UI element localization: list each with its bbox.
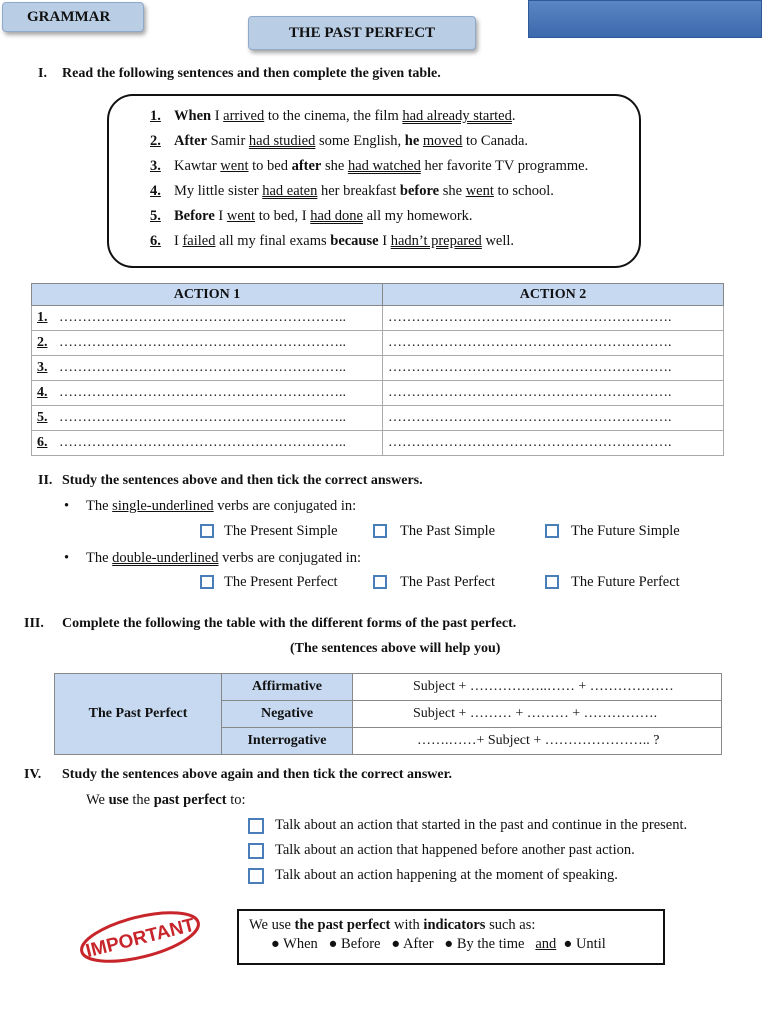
section-3-instruction: Complete the following the table with the different forms of the past perfect. bbox=[62, 616, 517, 631]
time-word: because bbox=[330, 233, 379, 249]
bullet-icon: • bbox=[64, 498, 70, 514]
sentence-text: to school. bbox=[493, 183, 554, 199]
table-row bbox=[32, 406, 724, 431]
bullet-icon: ● bbox=[328, 936, 338, 952]
question-text: verbs are conjugated in: bbox=[213, 498, 357, 514]
table-row bbox=[32, 431, 724, 456]
bullet-icon: ● bbox=[391, 936, 401, 952]
interrogative-label: Interrogative bbox=[222, 728, 353, 755]
blank-dots: ……………………………………………………. bbox=[388, 435, 672, 450]
sentence-6 bbox=[150, 233, 514, 250]
blank-dots: ……………………………………………………. bbox=[388, 385, 672, 400]
sentence-number: 1. bbox=[150, 108, 161, 124]
action-1-cell[interactable] bbox=[32, 306, 383, 331]
sentence-text: . bbox=[511, 108, 516, 124]
intro-text: We use bbox=[249, 917, 295, 933]
row-number: 6. bbox=[37, 435, 48, 450]
lead-bold: use bbox=[108, 792, 129, 808]
action-1-header: ACTION 1 bbox=[32, 284, 383, 306]
table-row bbox=[32, 306, 724, 331]
past-perfect-label: The Past Perfect bbox=[55, 674, 222, 755]
action-2-cell[interactable] bbox=[383, 331, 724, 356]
sentence-number: 4. bbox=[150, 183, 161, 199]
indicators-box bbox=[237, 909, 665, 965]
option-label: Talk about an action that happened before another past action. bbox=[275, 842, 635, 858]
row-number: 4. bbox=[37, 385, 48, 400]
affirmative-label: Affirmative bbox=[222, 674, 353, 701]
double-underlined-verb: hadn’t prepared bbox=[390, 233, 482, 249]
single-underlined-verb: arrived bbox=[223, 108, 265, 124]
sentence-text: her breakfast bbox=[317, 183, 400, 199]
single-underlined-verb: failed bbox=[182, 233, 216, 249]
indicator-item: When bbox=[283, 936, 318, 952]
blank-dots: …………………………………………………….. bbox=[59, 310, 346, 325]
option-label: The Present Perfect bbox=[224, 574, 338, 590]
time-word: Before bbox=[174, 208, 215, 224]
checkbox-option-2[interactable] bbox=[248, 843, 264, 859]
section-4-instruction: Study the sentences above again and then tick the correct answer. bbox=[62, 767, 453, 782]
action-1-cell[interactable] bbox=[32, 356, 383, 381]
negative-label: Negative bbox=[222, 701, 353, 728]
bullet-icon: ● bbox=[444, 936, 454, 952]
single-underlined-verb: went bbox=[226, 208, 256, 224]
sentence-text: to Canada. bbox=[462, 133, 529, 149]
sentence-text: to bed, I bbox=[255, 208, 311, 224]
row-number: 5. bbox=[37, 410, 48, 425]
table-row bbox=[32, 331, 724, 356]
page-title: THE PAST PERFECT bbox=[248, 16, 476, 50]
important-stamp-icon bbox=[76, 906, 204, 968]
action-2-cell[interactable] bbox=[383, 381, 724, 406]
sentence-1 bbox=[150, 108, 516, 125]
sentence-text: well. bbox=[481, 233, 515, 249]
checkbox-option-3[interactable] bbox=[248, 868, 264, 884]
option-label: Talk about an action happening at the moment of speaking. bbox=[275, 867, 618, 883]
sentence-text: she bbox=[321, 158, 348, 174]
blank-dots: ……………………………………………………. bbox=[388, 310, 672, 325]
indicator-item: After bbox=[402, 936, 434, 952]
table-row bbox=[32, 381, 724, 406]
section-3-heading bbox=[24, 616, 516, 632]
option-label: The Present Simple bbox=[224, 523, 338, 539]
lead-text: to: bbox=[226, 792, 246, 808]
question-text: The bbox=[86, 498, 113, 514]
past-perfect-forms-table bbox=[54, 673, 722, 755]
checkbox-present-perfect[interactable] bbox=[200, 575, 214, 589]
sentence-text: Kawtar bbox=[174, 158, 221, 174]
blank-dots: …………………………………………………….. bbox=[59, 360, 346, 375]
question-2 bbox=[64, 550, 361, 567]
indicators-intro bbox=[249, 917, 535, 934]
option-label: The Future Simple bbox=[571, 523, 680, 539]
blank-dots: ……………………………………………………. bbox=[388, 410, 672, 425]
single-underlined-verb: went bbox=[220, 158, 249, 174]
action-2-cell[interactable] bbox=[383, 406, 724, 431]
bullet-icon: ● bbox=[271, 936, 280, 952]
and-word: and bbox=[535, 936, 557, 952]
sentence-2 bbox=[150, 133, 528, 150]
row-number: 3. bbox=[37, 360, 48, 375]
intro-text: such as: bbox=[485, 917, 536, 933]
bullet-icon: ● bbox=[563, 936, 573, 952]
sentence-5 bbox=[150, 208, 473, 225]
sentence-text: her favorite TV programme. bbox=[420, 158, 589, 174]
intro-bold: indicators bbox=[423, 917, 486, 933]
bullet-icon: • bbox=[64, 550, 70, 566]
time-word: After bbox=[174, 133, 208, 149]
checkbox-future-perfect[interactable] bbox=[545, 575, 559, 589]
sentence-text: she bbox=[439, 183, 466, 199]
sentence-number: 3. bbox=[150, 158, 161, 174]
bold-word: he bbox=[404, 133, 420, 149]
action-2-cell[interactable] bbox=[383, 306, 724, 331]
affirmative-pattern[interactable]: Subject + ……………..…… + ……………… bbox=[353, 674, 722, 701]
blank-dots: …………………………………………………….. bbox=[59, 335, 346, 350]
sentence-number: 6. bbox=[150, 233, 161, 249]
blank-dots: …………………………………………………….. bbox=[59, 435, 346, 450]
action-1-cell[interactable] bbox=[32, 406, 383, 431]
sentence-text: to the cinema, the film bbox=[264, 108, 403, 124]
checkbox-future-simple[interactable] bbox=[545, 524, 559, 538]
section-3-number: III. bbox=[24, 616, 44, 631]
question-text: The bbox=[86, 550, 113, 566]
time-word: before bbox=[399, 183, 440, 199]
double-underlined-verb: had already started bbox=[402, 108, 512, 124]
option-label: The Past Perfect bbox=[400, 574, 496, 590]
sentence-text: I bbox=[211, 108, 224, 124]
sentence-text: some English, bbox=[315, 133, 405, 149]
sentence-3 bbox=[150, 158, 588, 175]
sentence-text: I bbox=[214, 208, 227, 224]
double-underlined-verb: had watched bbox=[347, 158, 421, 174]
double-underlined-verb: had eaten bbox=[262, 183, 318, 199]
sentence-text: My little sister bbox=[174, 183, 263, 199]
stamp-text: IMPORTANT bbox=[83, 914, 198, 963]
action-2-header: ACTION 2 bbox=[383, 284, 724, 306]
time-word: When bbox=[174, 108, 212, 124]
sentence-text: I bbox=[378, 233, 391, 249]
indicator-item: Until bbox=[575, 936, 606, 952]
sentence-text: to bed bbox=[248, 158, 292, 174]
sentence-text: I bbox=[174, 233, 183, 249]
double-underlined-verb: had studied bbox=[248, 133, 316, 149]
lead-text: the bbox=[128, 792, 154, 808]
blank-dots: …………………………………………………….. bbox=[59, 410, 346, 425]
row-number: 2. bbox=[37, 335, 48, 350]
table-row bbox=[32, 356, 724, 381]
intro-text: with bbox=[390, 917, 424, 933]
option-label: The Past Simple bbox=[400, 523, 496, 539]
grammar-label: GRAMMAR bbox=[2, 2, 144, 32]
interrogative-pattern[interactable]: …….……+ Subject + ………………….. ? bbox=[353, 728, 722, 755]
section-3-hint: (The sentences above will help you) bbox=[290, 641, 501, 656]
sentence-4 bbox=[150, 183, 554, 200]
intro-bold: the past perfect bbox=[294, 917, 391, 933]
action-table bbox=[31, 283, 724, 456]
negative-pattern[interactable]: Subject + ……… + ……… + ……………. bbox=[353, 701, 722, 728]
indicators-list bbox=[271, 936, 606, 953]
action-1-cell[interactable] bbox=[32, 331, 383, 356]
section-2-instruction: Study the sentences above and then tick the correct answers. bbox=[62, 473, 423, 488]
section-2-heading bbox=[38, 473, 423, 489]
action-1-cell[interactable] bbox=[32, 431, 383, 456]
double-underlined-verb: had done bbox=[310, 208, 363, 224]
sentence-text: Samir bbox=[207, 133, 249, 149]
action-1-cell[interactable] bbox=[32, 381, 383, 406]
question-1 bbox=[64, 498, 356, 515]
indicator-item: By the time bbox=[456, 936, 525, 952]
action-2-cell[interactable] bbox=[383, 431, 724, 456]
single-underlined-verb: went bbox=[465, 183, 494, 199]
option-label: The Future Perfect bbox=[571, 574, 680, 590]
single-underlined-verb: moved bbox=[422, 133, 463, 149]
option-label: Talk about an action that started in the past and continue in the present. bbox=[275, 817, 688, 833]
sentence-number: 5. bbox=[150, 208, 161, 224]
section-1-heading bbox=[38, 66, 441, 82]
question-text: verbs are conjugated in: bbox=[218, 550, 362, 566]
sentence-text: all my final exams bbox=[215, 233, 331, 249]
section-4-heading bbox=[24, 767, 452, 783]
section-1-number: I. bbox=[38, 66, 47, 81]
lead-text: We bbox=[86, 792, 109, 808]
question-keyword: double-underlined bbox=[112, 550, 219, 566]
header-blue-bar bbox=[528, 0, 762, 38]
checkbox-present-simple[interactable] bbox=[200, 524, 214, 538]
section-2-number: II. bbox=[38, 473, 53, 488]
blank-dots: ……………………………………………………. bbox=[388, 360, 672, 375]
section-4-number: IV. bbox=[24, 767, 42, 782]
blank-dots: ……………………………………………………. bbox=[388, 335, 672, 350]
blank-dots: …………………………………………………….. bbox=[59, 385, 346, 400]
checkbox-option-1[interactable] bbox=[248, 818, 264, 834]
action-2-cell[interactable] bbox=[383, 356, 724, 381]
section-4-lead bbox=[86, 792, 246, 809]
question-keyword: single-underlined bbox=[112, 498, 214, 514]
checkbox-past-simple[interactable] bbox=[373, 524, 387, 538]
checkbox-past-perfect[interactable] bbox=[373, 575, 387, 589]
lead-bold: past perfect bbox=[153, 792, 227, 808]
indicator-item: Before bbox=[341, 936, 381, 952]
sentence-text: all my homework. bbox=[363, 208, 473, 224]
time-word: after bbox=[291, 158, 322, 174]
section-1-instruction: Read the following sentences and then complete the given table. bbox=[62, 66, 441, 81]
sentence-number: 2. bbox=[150, 133, 161, 149]
row-number: 1. bbox=[37, 310, 48, 325]
